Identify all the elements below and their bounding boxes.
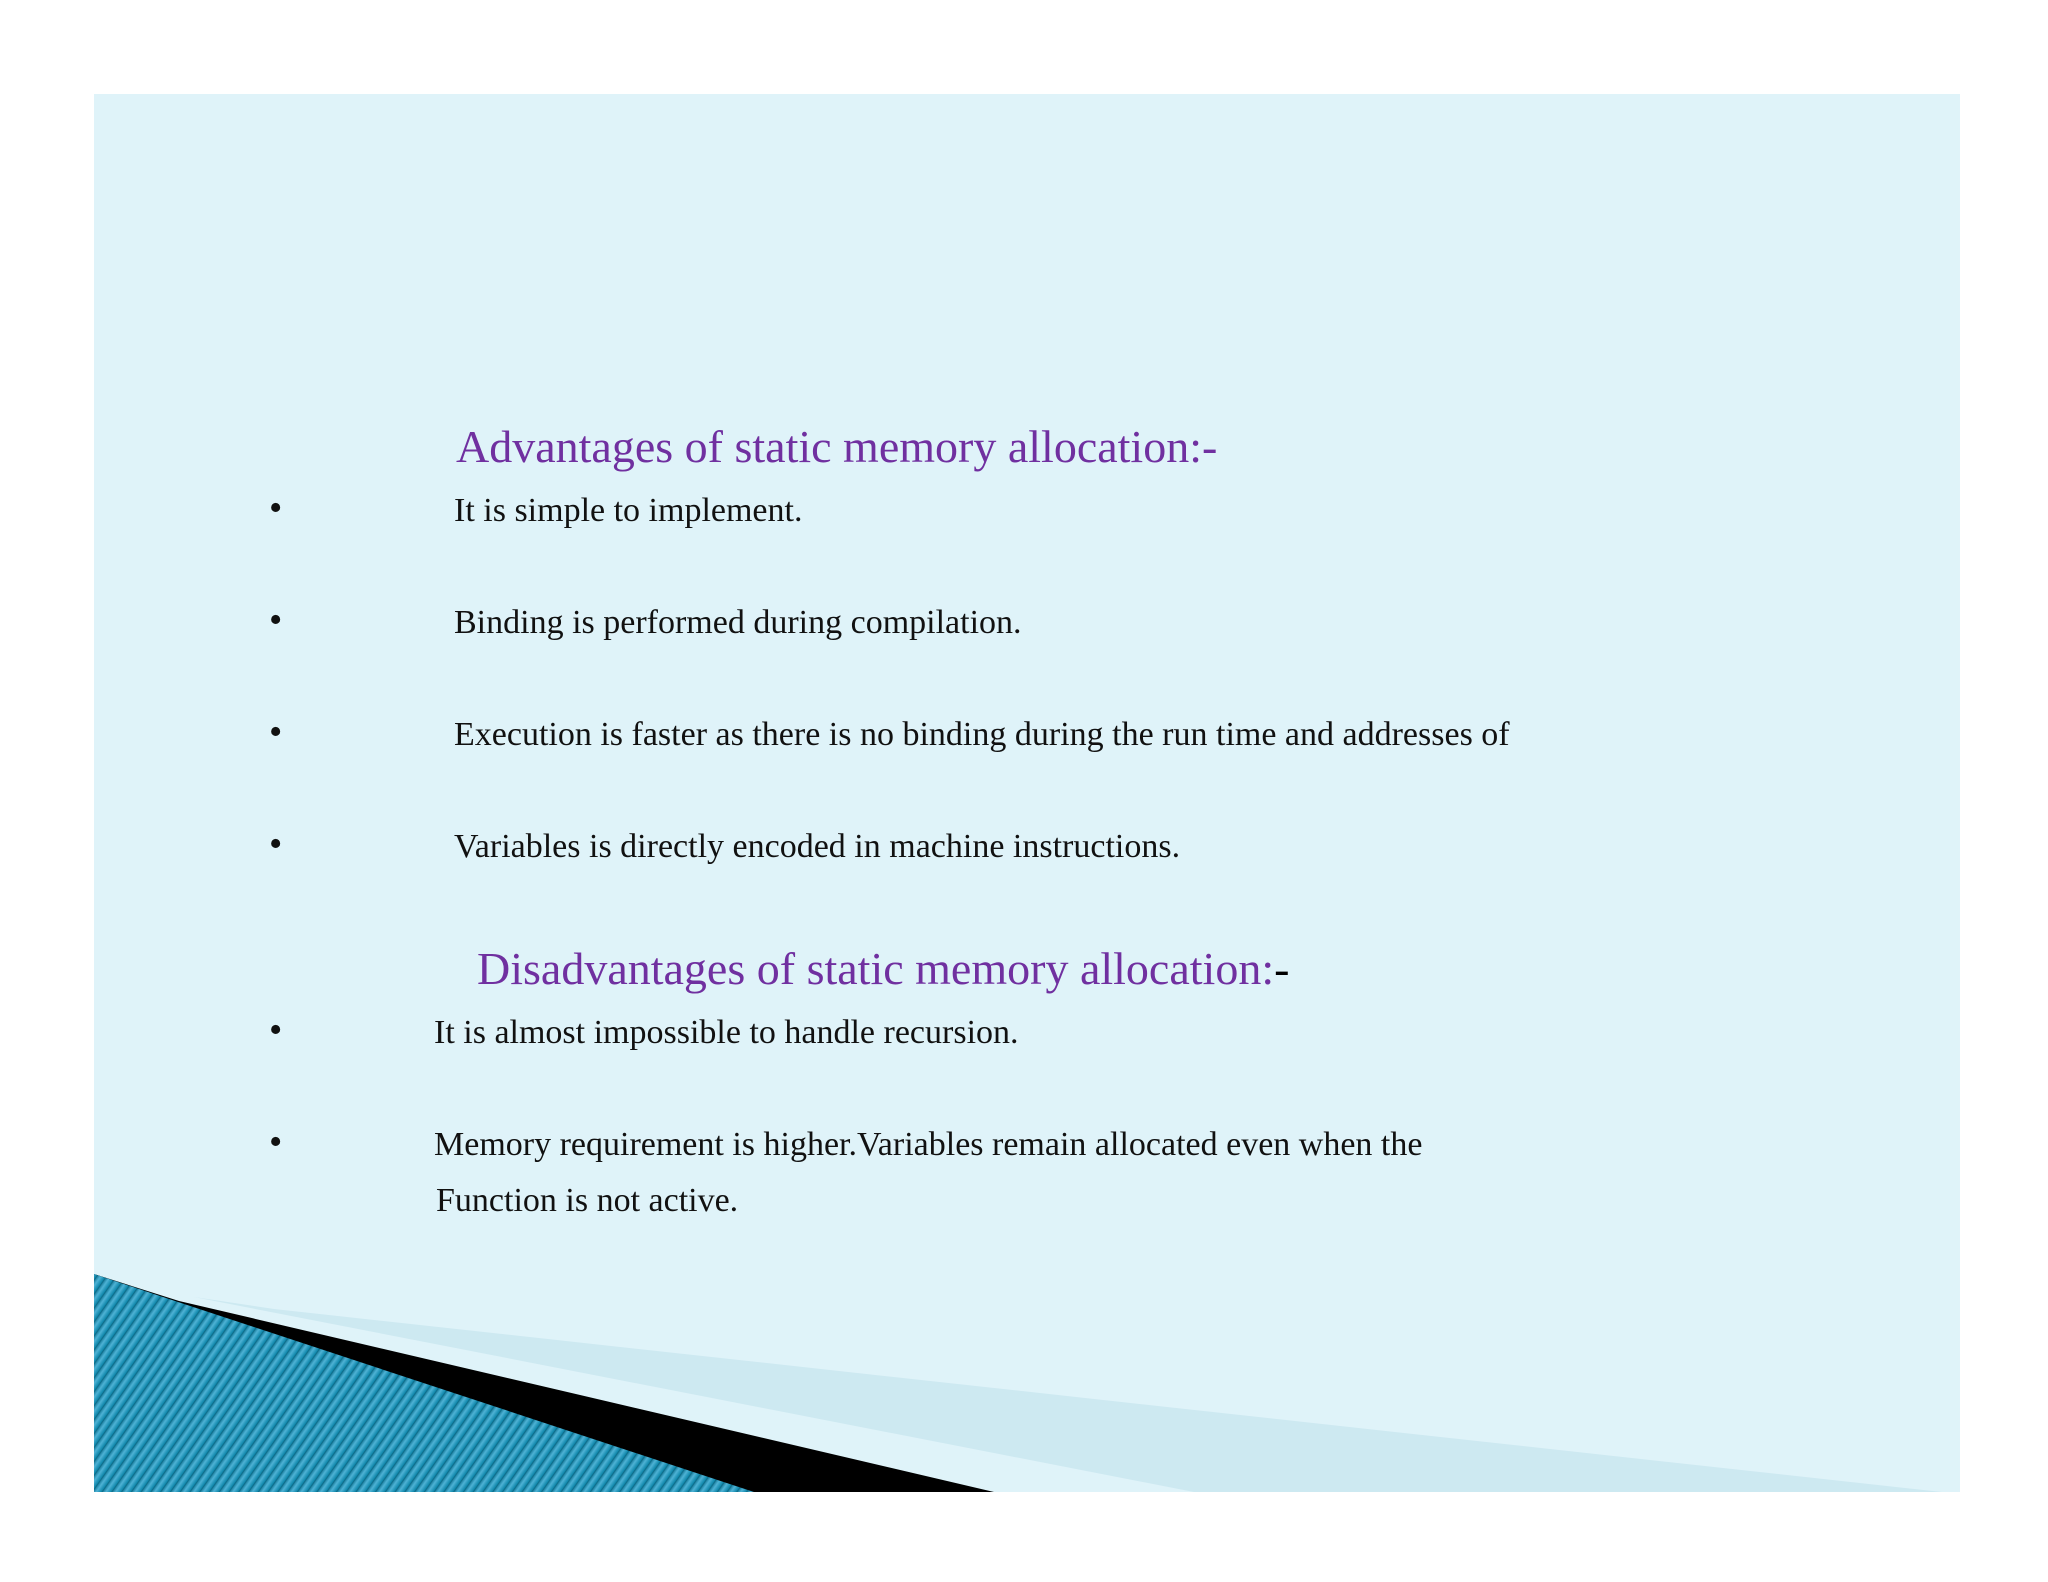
- bullet-dot: •: [269, 1121, 283, 1163]
- heading-dash: -: [1274, 943, 1290, 994]
- disadvantage-item: It is almost impossible to handle recursion.: [434, 1014, 1019, 1051]
- bullet-dot: •: [269, 823, 283, 865]
- corner-wave-decoration: [94, 94, 1960, 1492]
- disadvantage-item-continuation: Function is not active.: [436, 1182, 739, 1219]
- disadvantages-heading: Disadvantages of static memory allocation:-: [477, 943, 1290, 994]
- advantage-item: Variables is directly encoded in machine instructions.: [454, 828, 1181, 865]
- advantage-item: It is simple to implement.: [454, 492, 803, 529]
- slide: [94, 94, 1960, 1492]
- advantages-heading: Advantages of static memory allocation:-: [456, 421, 1218, 472]
- bullet-dot: •: [269, 599, 283, 641]
- disadvantage-item: Memory requirement is higher.Variables remain allocated even when the: [434, 1126, 1423, 1163]
- bullet-dot: •: [269, 711, 283, 753]
- bullet-dot: •: [269, 1009, 283, 1051]
- bullet-dot: •: [269, 487, 283, 529]
- advantage-item: Binding is performed during compilation.: [454, 604, 1022, 641]
- advantage-item: Execution is faster as there is no binding during the run time and addresses of: [454, 716, 1510, 753]
